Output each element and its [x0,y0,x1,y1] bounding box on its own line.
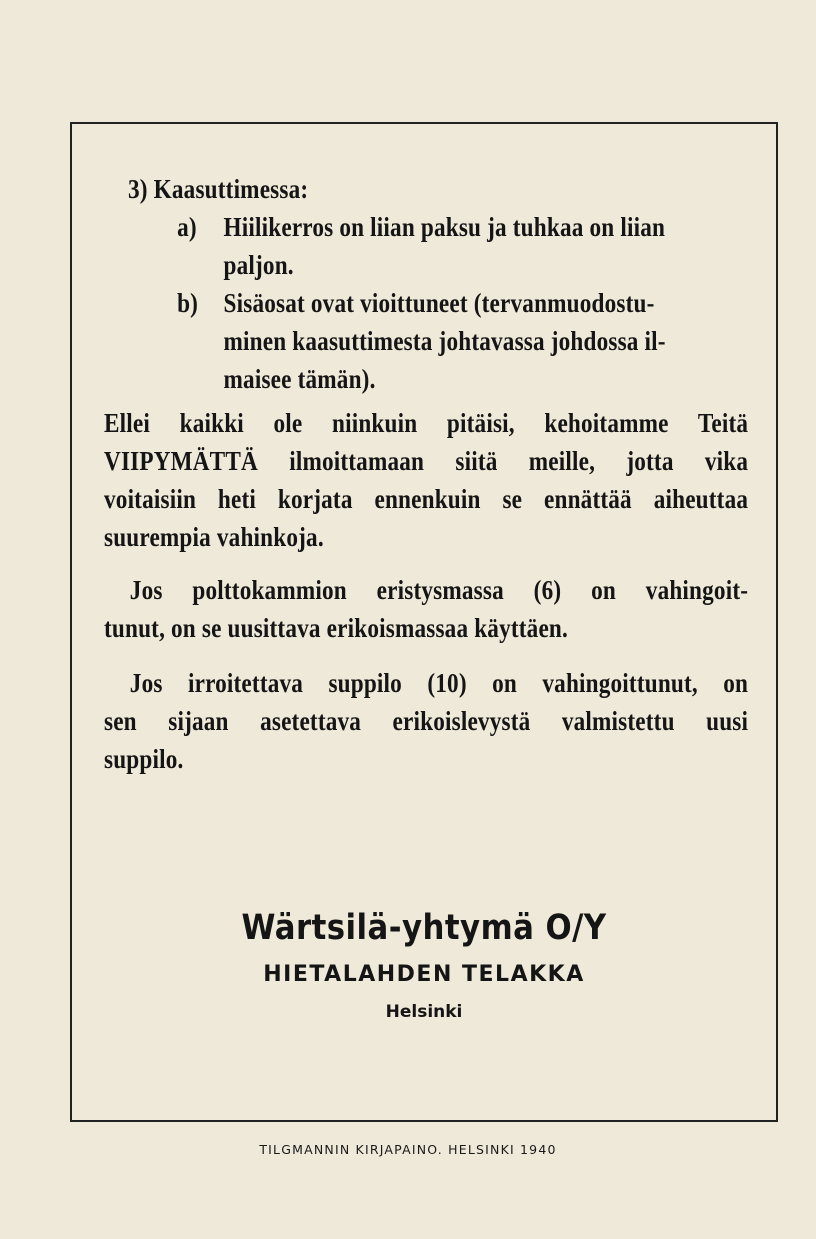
document-body [104,170,748,778]
paragraph-line: Ellei kaikki ole niinkuin pitäisi, kehoitamme Teitä [104,408,749,438]
company-division: HIETALAHDEN TELAKKA [263,962,585,987]
paragraph-line: voitaisiin heti korjata ennenkuin se ennättää aiheuttaa [104,484,749,514]
list-item-line: paljon. [223,250,294,280]
list-item-label: a) [177,212,197,242]
section-heading: 3) Kaasuttimessa: [128,174,309,204]
paragraph-funnel [104,664,748,778]
paragraph-line: Jos polttokammion eristysmassa (6) on vahingoit- [129,575,749,605]
paragraph-insulation [104,571,748,647]
printer-imprint: TILGMANNIN KIRJAPAINO. HELSINKI 1940 [259,1142,557,1157]
list-item-b [104,284,816,398]
paragraph-line: suppilo. [104,744,184,774]
list-item-a [104,208,816,284]
list-item-line: Sisäosat ovat vioittuneet (tervanmuodostu- [223,288,655,318]
list-item-line: maisee tämän). [223,364,376,394]
paragraph-line: tunut, on se uusittava erikoismassaa käyttäen. [104,613,568,643]
paragraph-line: suurempia vahinkoja. [104,522,324,552]
list-item-label: b) [177,288,199,318]
paragraph-line: sen sijaan asetettava erikoislevystä valmistettu uusi [104,706,749,736]
paragraph-line: Jos irroitettava suppilo (10) on vahingoittunut, on [129,668,749,698]
list-item-line: minen kaasuttimesta johtavassa johdossa il- [223,326,666,356]
paragraph-line: VIIPYMÄTTÄ ilmoittamaan siitä meille, jotta vika [104,446,749,476]
company-name: Wärtsilä-yhtymä O/Y [241,908,607,948]
paragraph-warning [104,404,748,556]
company-city: Helsinki [385,1002,463,1022]
list-item-line: Hiilikerros on liian paksu ja tuhkaa on liian [223,212,666,242]
